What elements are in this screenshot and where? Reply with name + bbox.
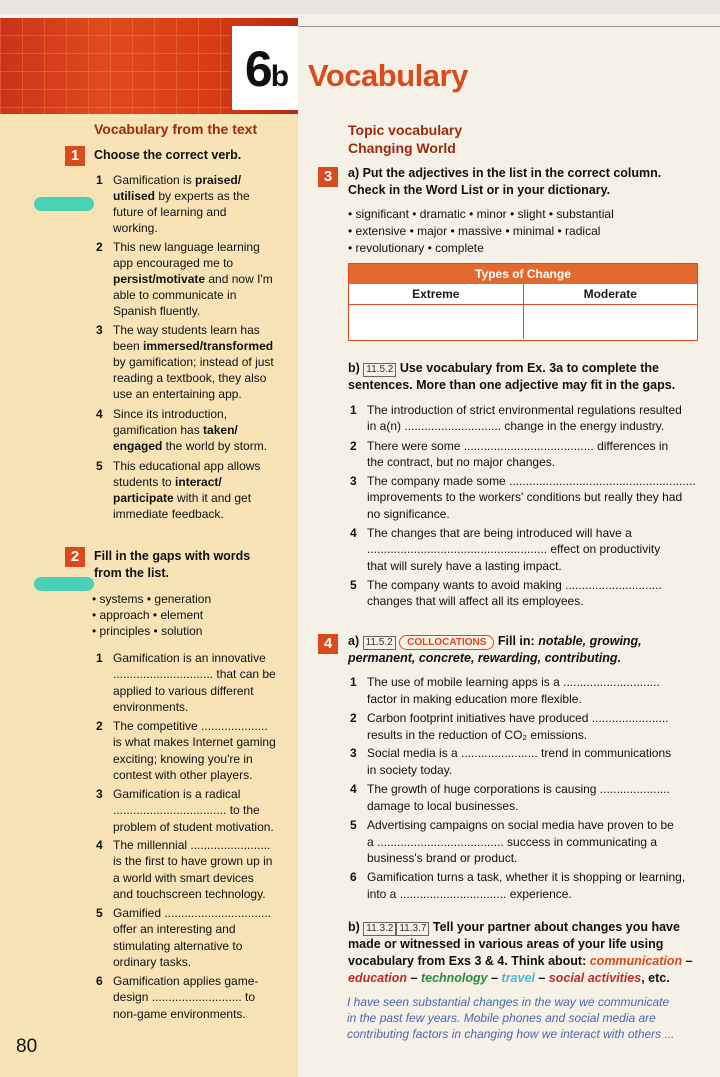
exercise-1-instruction: Choose the correct verb. <box>94 148 242 162</box>
exercise-item: 6 Gamification applies game- design ........................... to non-game environments. <box>96 974 259 1021</box>
exercise-item: 4 The changes that are being introduced will have a ...................................................... effect on productivity that will surely have a lasting impact. <box>350 526 661 573</box>
exercise-item: 1 Gamification is an innovative .............................. that can be applied to various different environments. <box>96 651 276 714</box>
curriculum-badge: 11.5.2 <box>363 363 396 377</box>
item-number: 4 <box>350 782 357 796</box>
exercise-2-number: 2 <box>65 547 85 567</box>
highlight-marker <box>34 577 94 591</box>
exercise-item: 5 Gamified ................................ offer an interesting and stimulating alternative to ordinary tasks. <box>96 906 272 969</box>
item-number: 1 <box>350 403 357 417</box>
item-number: 1 <box>350 675 357 689</box>
exercise-3b-instruction: b) 11.5.2 Use vocabulary from Ex. 3a to complete the sentences. More than one adjective may fit in the gaps. <box>348 361 676 392</box>
exercise-2-wordlist: • systems • generation • approach • element • principles • solution <box>92 592 212 638</box>
exercise-item: 1 Gamification is praised/ utilised by experts as the future of learning and working. <box>96 173 250 235</box>
exercise-4-number: 4 <box>318 634 338 654</box>
exercise-2-instruction: Fill in the gaps with words from the list. <box>94 549 251 580</box>
item-number: 4 <box>350 526 357 540</box>
page-number: 80 <box>16 1036 38 1057</box>
item-number: 3 <box>350 474 357 488</box>
exercise-item: 2 The competitive .................... is what makes Internet gaming exciting; knowing you're in contest with other players. <box>96 719 276 782</box>
exercise-4a-instruction: a) 11.5.2 COLLOCATIONS Fill in: notable, growing, permanent, concrete, rewarding, contributing. <box>348 634 642 665</box>
table-title: Types of Change <box>349 264 697 284</box>
item-number: 5 <box>96 906 103 920</box>
curriculum-badge: 11.3.2 <box>363 922 396 936</box>
exercise-item: 5 The company wants to avoid making ............................. changes that will affect all its employees. <box>350 578 662 609</box>
table-cell-moderate[interactable] <box>524 305 698 339</box>
item-number: 3 <box>96 323 103 337</box>
exercise-item: 5 This educational app allows students to interact/ participate with it and get immediate feedback. <box>96 459 261 521</box>
top-strip <box>0 0 720 14</box>
table-header-extreme: Extreme <box>349 284 524 304</box>
exercise-item: 4 Since its introduction, gamification has taken/ engaged the world by storm. <box>96 407 268 453</box>
exercise-item: 6 Gamification turns a task, whether it is shopping or learning, into a ................................ experience. <box>350 870 686 901</box>
item-number: 6 <box>96 974 103 988</box>
exercise-item: 4 The millennial ........................ is the first to have grown up in a world with smart devices and touchscreen technology. <box>96 838 273 901</box>
exercise-3a-instruction: a) Put the adjectives in the list in the correct column. Check in the Word List or in your dictionary. <box>348 166 662 197</box>
header-rule <box>298 26 720 27</box>
exercise-item: 3 The way students learn has been immersed/transformed by gamification; instead of just reading a textbook, they also use an entertaining app. <box>96 323 274 401</box>
item-number: 1 <box>96 651 103 665</box>
item-number: 2 <box>350 439 357 453</box>
exercise-item: 1 The introduction of strict environmental regulations resulted in a(n) ............................. change in the energy industry. <box>350 403 682 434</box>
right-heading: Topic vocabulary Changing World <box>348 122 463 156</box>
highlight-marker <box>34 197 94 211</box>
item-number: 5 <box>350 578 357 592</box>
item-number: 4 <box>96 838 103 852</box>
example-answer: I have seen substantial changes in the way we communicate in the past few years. Mobile phones and social media are contributing factors in changing how we interact with others ... <box>347 995 675 1041</box>
table-header-moderate: Moderate <box>583 287 637 301</box>
item-number: 2 <box>96 240 103 254</box>
collocations-badge: COLLOCATIONS <box>399 635 494 650</box>
exercise-item: 3 Social media is a ....................... trend in communications in society today. <box>350 746 672 777</box>
exercise-item: 1 The use of mobile learning apps is a ............................. factor in making education more flexible. <box>350 675 660 706</box>
exercise-item: 2 This new language learning app encouraged me to persist/motivate and now I'm able to communicate in Spanish fluently. <box>96 240 273 318</box>
types-of-change-table <box>348 263 698 341</box>
item-number: 2 <box>96 719 103 733</box>
exercise-item: 3 Gamification is a radical .................................. to the problem of student motivation. <box>96 787 274 834</box>
item-number: 6 <box>350 870 357 884</box>
table-cell-extreme[interactable] <box>349 305 524 339</box>
exercise-3-number: 3 <box>318 167 338 187</box>
exercise-item: 3 The company made some ........................................................ improvements to the workers' conditions but really they had no significance. <box>350 474 696 521</box>
item-number: 5 <box>96 459 103 473</box>
exercise-4b-instruction: b) 11.3.2 11.3.7 Tell your partner about changes you have made or witnessed in various areas of your life using vocabulary from Exs 3 & 4. Think about: communication – education – technology – travel – social activities, etc. <box>348 920 693 985</box>
exercise-item: 5 Advertising campaigns on social media have proven to be a ...................................... success in communicating a business's brand or product. <box>350 818 674 865</box>
item-number: 2 <box>350 711 357 725</box>
item-number: 4 <box>96 407 103 421</box>
curriculum-badge: 11.5.2 <box>363 636 396 650</box>
exercise-item: 2 Carbon footprint initiatives have produced ....................... results in the reduction of CO₂ emissions. <box>350 711 669 742</box>
page-title: Vocabulary <box>308 58 468 93</box>
left-heading: Vocabulary from the text <box>94 121 258 137</box>
exercise-3-adjective-list: • significant • dramatic • minor • slight • substantial • extensive • major • massive • minimal • radical • revolutionary • complete <box>348 207 614 255</box>
item-number: 5 <box>350 818 357 832</box>
exercise-item: 4 The growth of huge corporations is causing ..................... damage to local businesses. <box>350 782 670 813</box>
curriculum-badge: 11.3.7 <box>396 922 429 936</box>
exercise-1-number: 1 <box>65 146 85 166</box>
item-number: 3 <box>96 787 103 801</box>
unit-number: 6b <box>244 41 288 97</box>
item-number: 1 <box>96 173 103 187</box>
item-number: 3 <box>350 746 357 760</box>
exercise-item: 2 There were some ....................................... differences in the contract, but no major changes. <box>350 439 669 470</box>
